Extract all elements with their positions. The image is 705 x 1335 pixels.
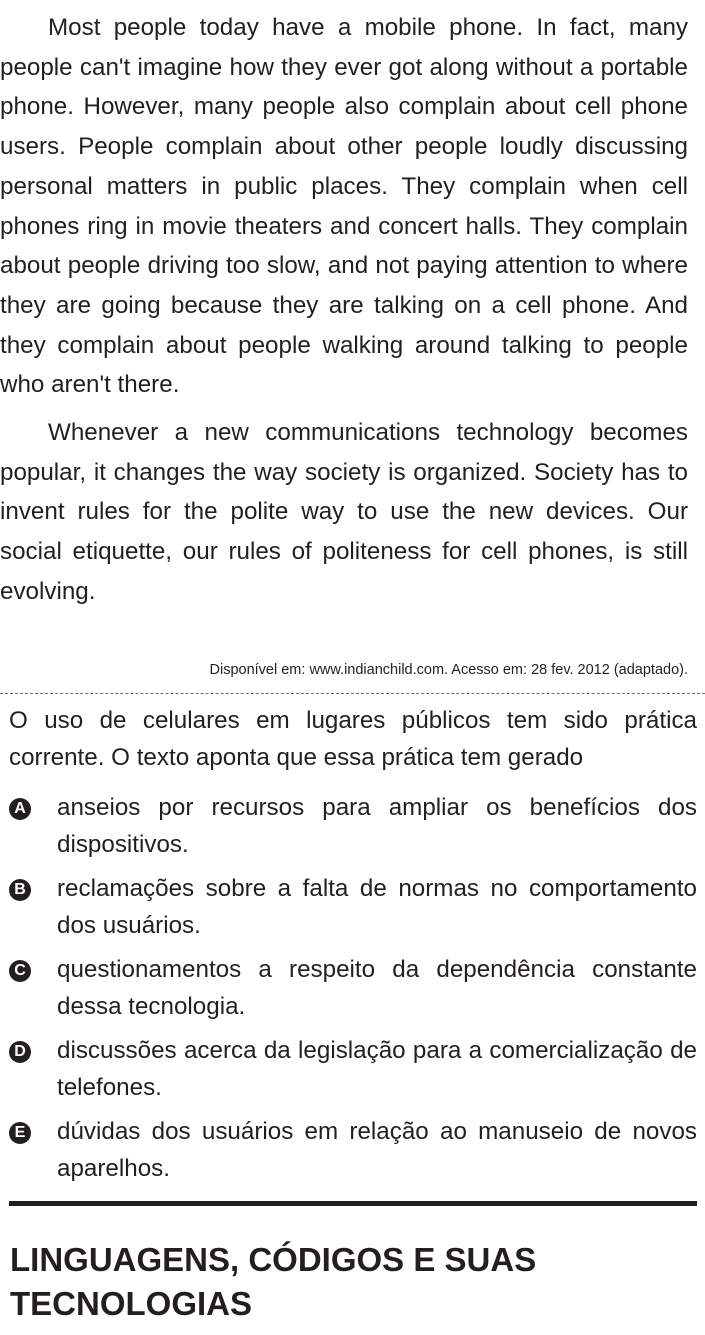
option-a-text: anseios por recursos para ampliar os benefícios dos dispositivos. [57, 794, 697, 858]
option-d-text: discussões acerca da legislação para a comercialização de telefones. [57, 1037, 697, 1101]
option-d[interactable] [9, 1033, 697, 1106]
option-c-letter-icon: C [9, 960, 31, 982]
question-stem: O uso de celulares em lugares públicos tem sido prática corrente. O texto aponta que essa prática tem gerado [9, 707, 697, 771]
section-title: LINGUAGENS, CÓDIGOS E SUAS TECNOLOGIAS [10, 1241, 537, 1322]
option-b-text: reclamações sobre a falta de normas no comportamento dos usuários. [57, 875, 697, 939]
option-a[interactable] [9, 790, 697, 863]
option-b[interactable] [9, 871, 697, 944]
reading-passage [0, 8, 688, 612]
source-citation: Disponível em: www.indianchild.com. Acesso em: 28 fev. 2012 (adaptado). [209, 662, 688, 678]
passage-paragraph-2: Whenever a new communications technology becomes popular, it changes the way society is organized. Society has to invent rules for the polite way to use the new devices. Our social etiquette, our rules of politeness for cell phones, is still evolving. [0, 419, 688, 605]
answer-options [9, 790, 697, 1195]
option-e[interactable] [9, 1114, 697, 1187]
option-e-text: dúvidas dos usuários em relação ao manuseio de novos aparelhos. [57, 1118, 697, 1182]
option-b-letter-icon: B [9, 879, 31, 901]
option-c[interactable] [9, 952, 697, 1025]
option-e-letter-icon: E [9, 1122, 31, 1144]
section-divider [9, 1201, 697, 1206]
passage-paragraph-1: Most people today have a mobile phone. In fact, many people can't imagine how they ever got along without a portable phone. However, many people also complain about cell phone users. People complain about other people loudly discussing personal matters in public places. They complain when cell phones ring in movie theaters and concert halls. They complain about people driving too slow, and not paying attention to where they are going because they are talking on a cell phone. And they complain about people walking around talking to people who aren't there. [0, 14, 688, 399]
dashed-divider [0, 693, 705, 694]
option-d-letter-icon: D [9, 1041, 31, 1063]
option-c-text: questionamentos a respeito da dependência constante dessa tecnologia. [57, 956, 697, 1020]
option-a-letter-icon: A [9, 798, 31, 820]
